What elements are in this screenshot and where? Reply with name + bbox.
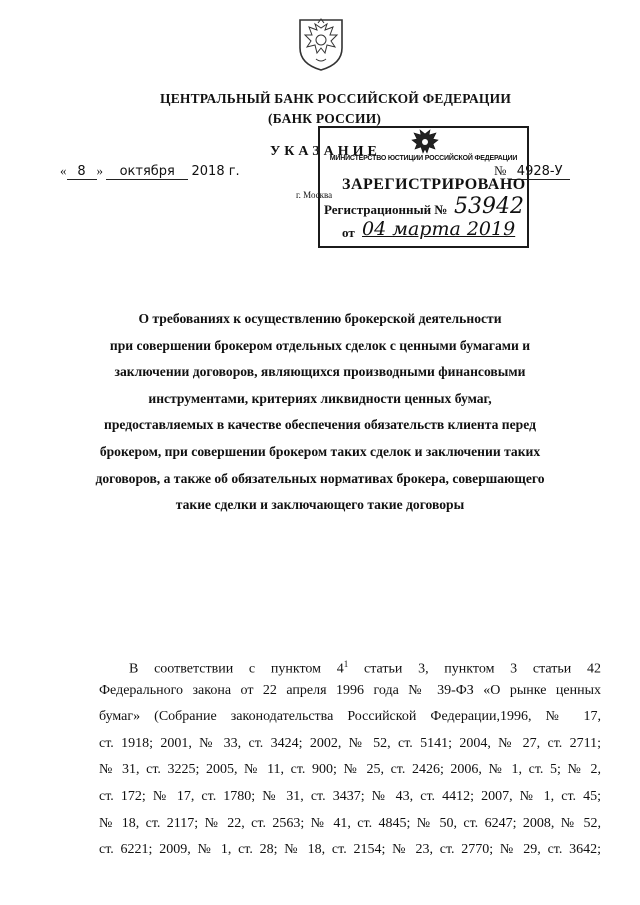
title-line: договоров, а также об обязательных нормативах брокера, совершающего <box>95 470 545 486</box>
document-type: УКАЗАНИЕ <box>270 144 381 159</box>
body-line: ст. 172; № 17, ст. 1780; № 31, ст. 3437; № 43, ст. 4412; 2007, № 1, ст. 45; <box>99 788 601 804</box>
date-year: 2018 г. <box>191 164 240 179</box>
stamp-registered: ЗАРЕГИСТРИРОВАНО <box>342 176 526 193</box>
stamp-registration-label: Регистрационный № <box>324 202 448 217</box>
body-line: ст. 1918; 2001, № 33, ст. 3424; 2002, № 52, ст. 5141; 2004, № 27, ст. 2711; <box>99 735 601 751</box>
city: г. Москва <box>296 190 333 200</box>
document-date <box>60 163 240 180</box>
title-line: инструментами, критериях ликвидности ценных бумаг, <box>148 390 492 406</box>
date-day: 8 <box>67 164 97 180</box>
body-line: бумаг» (Собрание законодательства Российской Федерации,1996, № 17, <box>99 709 601 725</box>
eagle-emblem-icon <box>408 126 442 158</box>
document-title <box>70 306 570 519</box>
superscript: 1 <box>343 659 349 669</box>
number-value: 4928-У <box>510 164 570 180</box>
title-line: брокером, при совершении брокером таких сделок и заключении таких <box>99 443 541 459</box>
number-prefix: № <box>494 163 507 178</box>
date-close-quote: » <box>96 163 103 178</box>
bank-name: ЦЕНТРАЛЬНЫЙ БАНК РОССИЙСКОЙ ФЕДЕРАЦИИ <box>160 91 512 106</box>
coat-of-arms-emblem <box>296 14 346 72</box>
registration-stamp <box>318 126 529 248</box>
body-line <box>99 651 601 678</box>
body-text <box>99 651 601 864</box>
stamp-registration-date: 04 марта 2019 <box>362 218 516 240</box>
stamp-from-label: от <box>342 225 355 240</box>
title-line: предоставляемых в качестве обеспечения обязательств клиента перед <box>104 417 536 433</box>
body-line: Федерального закона от 22 апреля 1996 года № 39-ФЗ «О рынке ценных <box>99 682 601 698</box>
date-open-quote: « <box>60 163 67 178</box>
title-line: О требованиях к осуществлению брокерской деятельности <box>138 311 502 326</box>
body-line: № 31, ст. 3225; 2005, № 11, ст. 900; № 25, ст. 2426; 2006, № 1, ст. 5; № 2, <box>99 762 601 778</box>
body-line: № 18, ст. 2117; № 22, ст. 2563; № 41, ст. 4845; № 50, ст. 6247; 2008, № 52, <box>99 815 601 831</box>
body-line1-part-b: статьи 3, пунктом 3 статьи 42 <box>348 661 602 677</box>
body-line: ст. 6221; 2009, № 1, ст. 28; № 18, ст. 2154; № 23, ст. 2770; № 29, ст. 3642; <box>99 842 601 858</box>
date-month: октября <box>106 164 188 180</box>
stamp-ministry: МИНИСТЕРСТВО ЮСТИЦИИ РОССИЙСКОЙ ФЕДЕРАЦИИ <box>329 155 518 162</box>
stamp-registration-number: 53942 <box>454 194 524 219</box>
title-line: такие сделки и заключающего такие договоры <box>175 497 465 513</box>
title-line: при совершении брокером отдельных сделок с ценными бумагами и <box>109 337 531 353</box>
bank-short-name: (БАНК РОССИИ) <box>268 111 382 126</box>
title-line: заключении договоров, являющихся производными финансовыми <box>114 364 526 380</box>
body-line1-part-a: В соответствии с пунктом 4 <box>129 661 344 677</box>
